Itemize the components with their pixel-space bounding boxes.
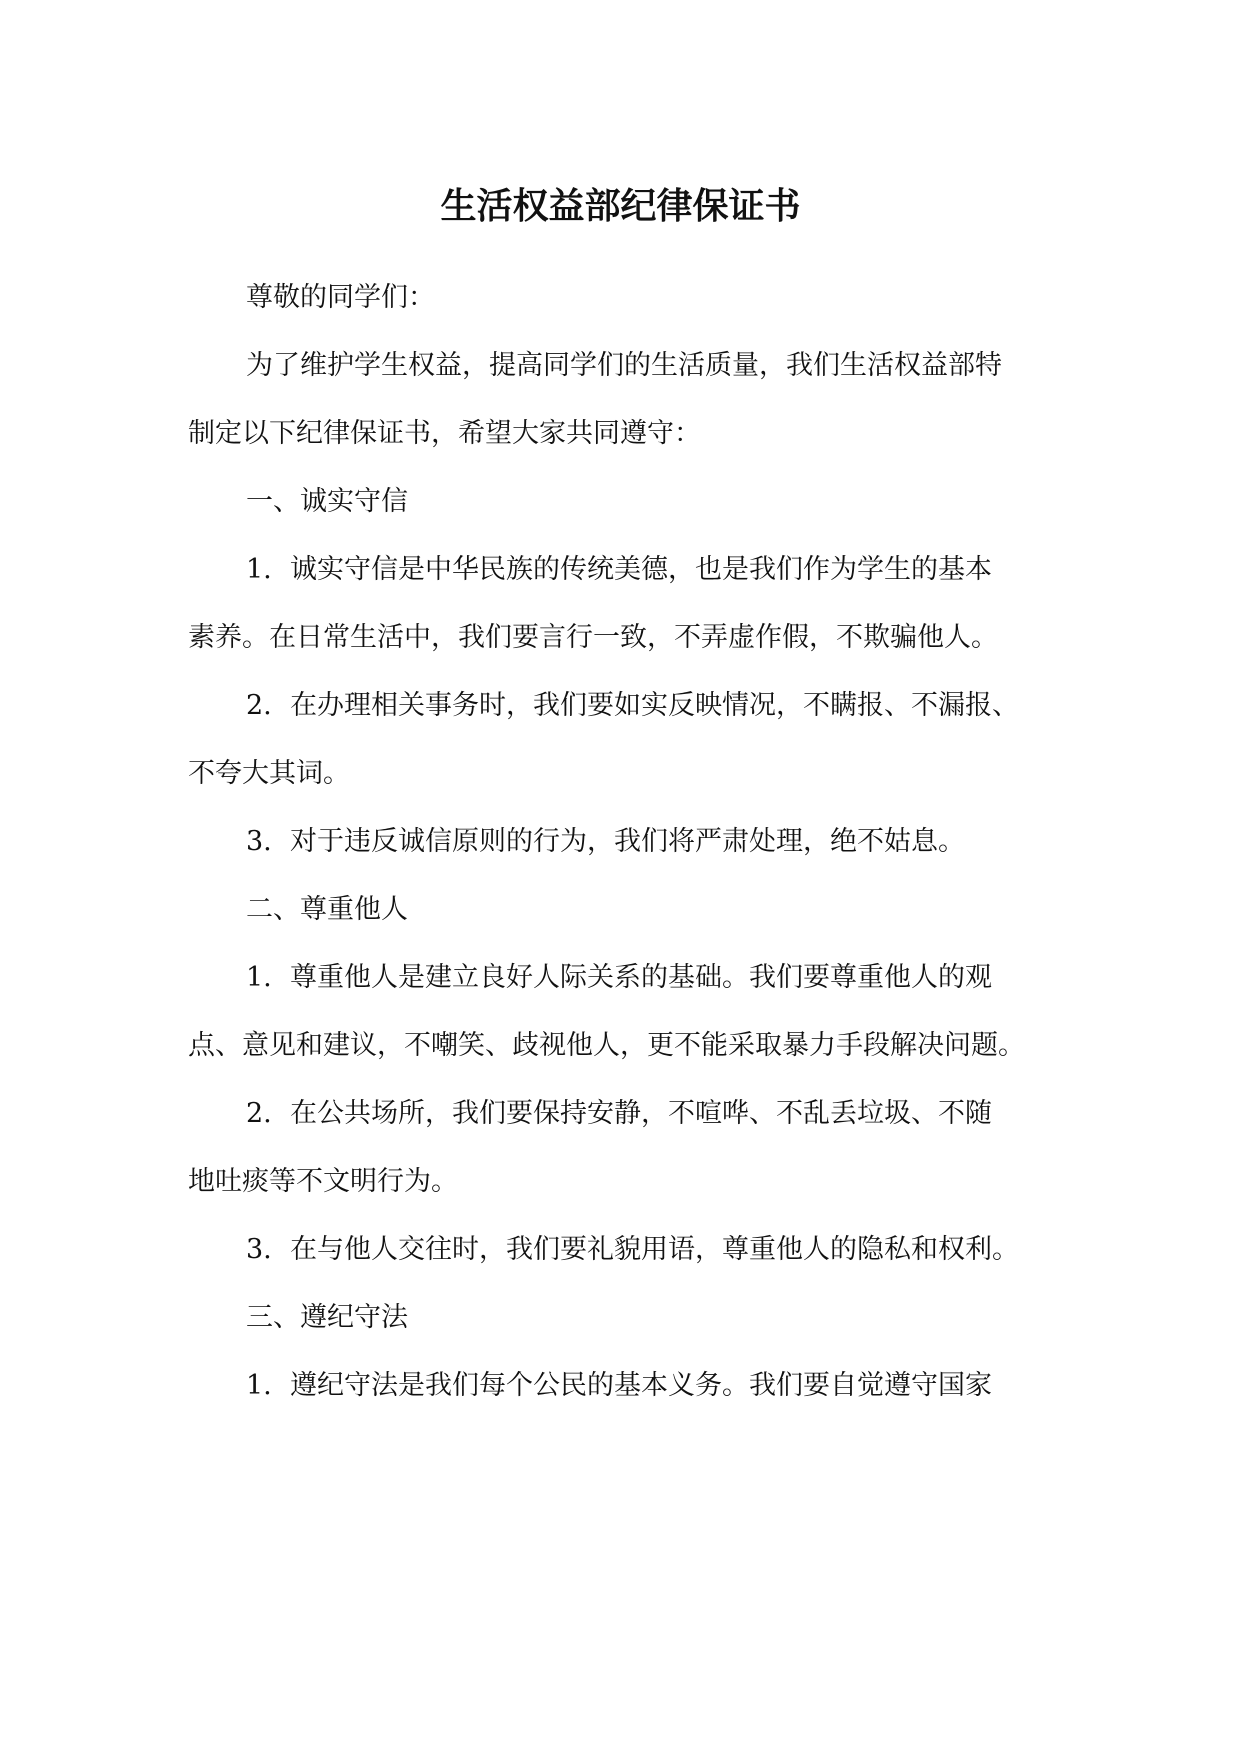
list-item bbox=[246, 958, 992, 998]
item-text: 在与他人交往时，我们要礼貌用语，尊重他人的隐私和权利。 bbox=[290, 1234, 1019, 1265]
item-continuation: 素养。在日常生活中，我们要言行一致，不弄虚作假，不欺骗他人。 bbox=[188, 622, 998, 653]
item-text: 尊重他人是建立良好人际关系的基础。我们要尊重他人的观 bbox=[290, 962, 992, 993]
list-item bbox=[246, 550, 992, 590]
item-text: 在办理相关事务时，我们要如实反映情况，不瞒报、不漏报、 bbox=[290, 690, 1019, 721]
section-heading-law: 三、遵纪守法 bbox=[246, 1302, 408, 1333]
item-text: 在公共场所，我们要保持安静，不喧哗、不乱丢垃圾、不随 bbox=[290, 1098, 992, 1129]
item-text: 对于违反诚信原则的行为，我们将严肃处理，绝不姑息。 bbox=[290, 826, 965, 857]
item-text: 遵纪守法是我们每个公民的基本义务。我们要自觉遵守国家 bbox=[290, 1370, 992, 1401]
item-text: 诚实守信是中华民族的传统美德，也是我们作为学生的基本 bbox=[290, 554, 992, 585]
item-continuation: 地吐痰等不文明行为。 bbox=[188, 1166, 458, 1197]
greeting: 尊敬的同学们： bbox=[246, 282, 435, 313]
section-heading-respect: 二、尊重他人 bbox=[246, 894, 408, 925]
item-number: 1. bbox=[246, 1370, 272, 1401]
list-item bbox=[246, 1094, 992, 1134]
intro-line-2: 制定以下纪律保证书，希望大家共同遵守： bbox=[188, 418, 701, 449]
list-item bbox=[246, 1230, 1019, 1270]
list-item bbox=[246, 822, 965, 862]
section-heading-honesty: 一、诚实守信 bbox=[246, 486, 408, 517]
item-continuation: 点、意见和建议，不嘲笑、歧视他人，更不能采取暴力手段解决问题。 bbox=[188, 1030, 1025, 1061]
item-continuation: 不夸大其词。 bbox=[188, 758, 350, 789]
intro-line-1: 为了维护学生权益，提高同学们的生活质量，我们生活权益部特 bbox=[246, 350, 1002, 381]
item-number: 3. bbox=[246, 826, 272, 857]
document-title: 生活权益部纪律保证书 bbox=[440, 185, 801, 227]
item-number: 1. bbox=[246, 554, 272, 585]
item-number: 2. bbox=[246, 690, 272, 721]
item-number: 3. bbox=[246, 1234, 272, 1265]
list-item bbox=[246, 686, 1019, 726]
list-item bbox=[246, 1366, 992, 1406]
item-number: 2. bbox=[246, 1098, 272, 1129]
item-number: 1. bbox=[246, 962, 272, 993]
